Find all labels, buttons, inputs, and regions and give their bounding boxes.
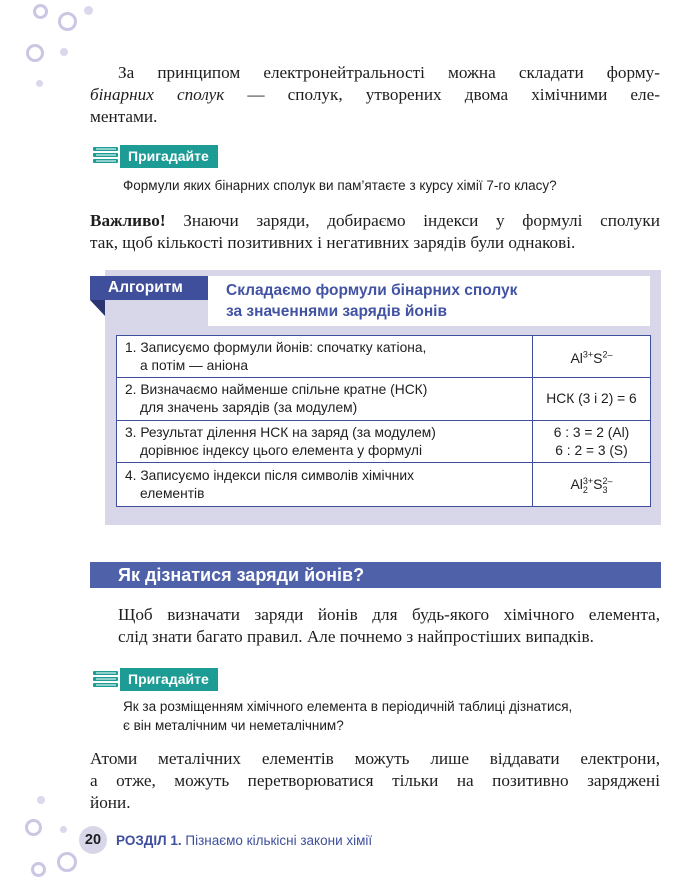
important-paragraph xyxy=(90,210,660,254)
result-lcm: НСК (3 і 2) = 6 xyxy=(533,378,651,421)
table-row xyxy=(117,336,651,378)
chapter-label: РОЗДІЛ 1. xyxy=(116,833,182,848)
important-line-1: Важливо! Знаючи заряди, добираємо індекси у формулі сполуки xyxy=(90,211,660,230)
algorithm-banner: Алгоритм xyxy=(90,276,208,300)
chapter-footer xyxy=(116,832,372,849)
result-final-formula: Al 3+ 2 S 2– 3 xyxy=(533,463,651,507)
result-formula-ions: $Al^{3+}S^{2-}$ xyxy=(533,336,651,378)
step-cell: 2. Визначаємо найменше спільне кратне (НСК) для значень зарядів (за модулем) xyxy=(117,378,533,421)
result-indices: 6 : 3 = 2 (Al) 6 : 2 = 3 (S) xyxy=(533,421,651,463)
step-cell: 3. Результат ділення НСК на заряд (за модулем) дорівнює індексу цього елемента у формулі xyxy=(117,421,533,463)
remind-question: Формули яких бінарних сполук ви пам’ятаєте з курсу хімії 7-го класу? xyxy=(123,178,557,193)
chapter-title: Пізнаємо кількісні закони хімії xyxy=(181,833,373,848)
metal-atoms-paragraph: Атоми металічних елементів можуть лише віддавати електрони, а отже, можуть перетворюватися тільки на позитивно заряджені йони. xyxy=(90,749,660,812)
section-heading: Як дізнатися заряди йонів? xyxy=(118,565,365,585)
book-icon xyxy=(92,670,120,688)
page-number: 20 xyxy=(79,826,107,854)
remind-question: Як за розміщенням хімічного елемента в періодичній таблиці дізнатися, є він металічним чи неметалічним? xyxy=(123,699,573,733)
remind-badge: Пригадайте xyxy=(120,145,218,168)
algorithm-title: Складаємо формули бінарних сполук за значеннями зарядів йонів xyxy=(226,282,518,320)
intro-line-1: За принципом електронейтральності можна складати форму- xyxy=(118,63,660,82)
intro-line-2: бінарних сполук — сполук, утворених двома хімічними еле- xyxy=(90,85,660,104)
important-label: Важливо! xyxy=(90,211,166,230)
term-binary-compounds: бінарних сполук xyxy=(90,85,225,104)
table-row xyxy=(117,421,651,463)
step-cell: 1. Записуємо формули йонів: спочатку катіона, а потім — аніона xyxy=(117,336,533,378)
table-row xyxy=(117,378,651,421)
banner-fold xyxy=(90,300,105,316)
ion-charge-paragraph: Щоб визначати заряди йонів для будь-якого хімічного елемента, слід знати багато правил. Але почнемо з найпростіших випадків. xyxy=(118,605,660,646)
table-row xyxy=(117,463,651,507)
step-cell: 4. Записуємо індекси після символів хімічних елементів xyxy=(117,463,533,507)
important-line-2: так, щоб кількості позитивних і негативних зарядів були однакові. xyxy=(90,233,576,252)
intro-paragraph xyxy=(90,62,660,128)
remind-badge: Пригадайте xyxy=(120,668,218,691)
algorithm-steps-table xyxy=(116,335,651,507)
book-icon xyxy=(92,146,120,164)
intro-line-3: ментами. xyxy=(90,107,158,126)
